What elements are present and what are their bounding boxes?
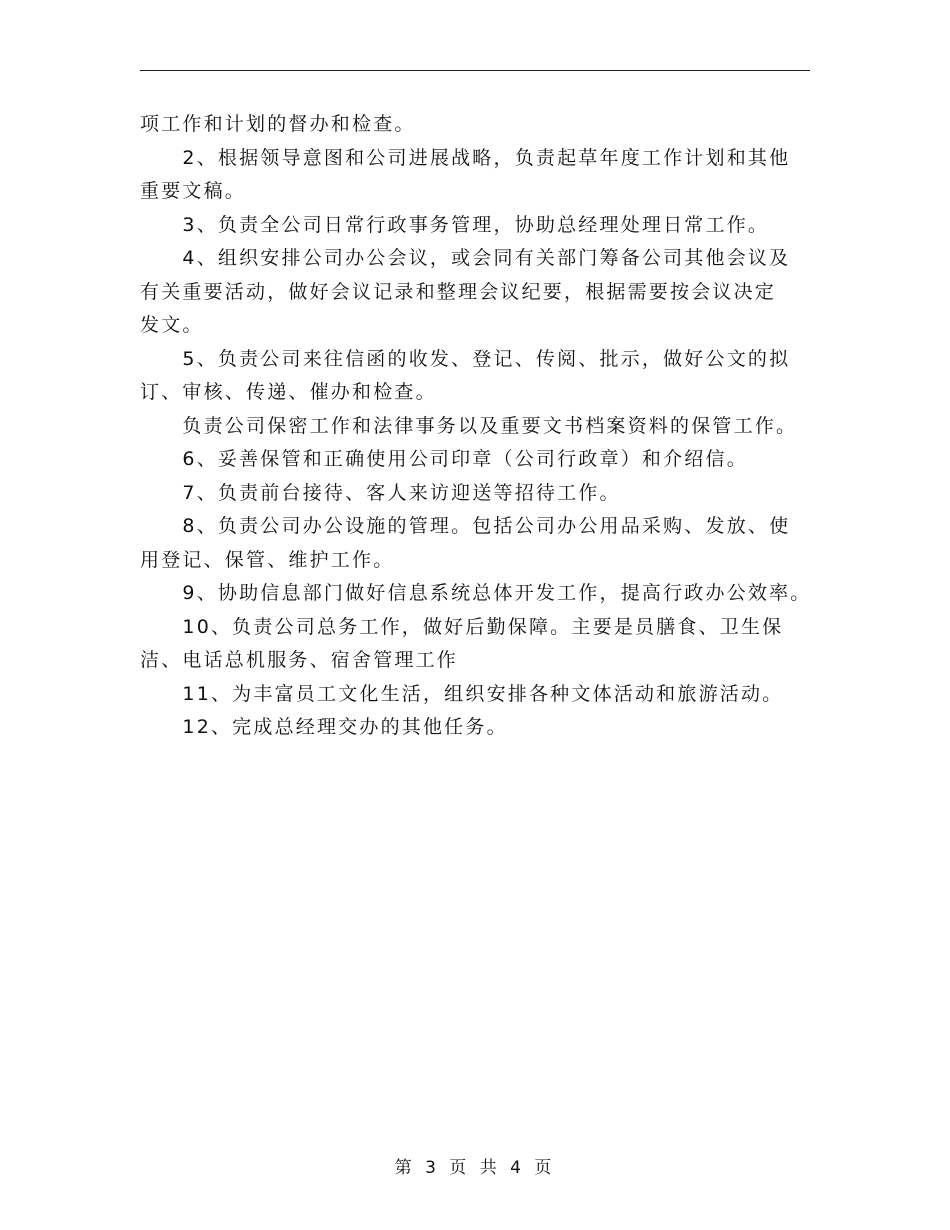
paragraph: 8、负责公司办公设施的管理。包括公司办公用品采购、发放、使 用登记、保管、维护工作。 (140, 515, 791, 571)
paragraph: 11、为丰富员工文化生活，组织安排各种文体活动和旅游活动。 (140, 682, 784, 705)
paragraph: 2、根据领导意图和公司进展战略，负责起草年度工作计划和其他 重要文稿。 (140, 146, 791, 202)
paragraph: 4、组织安排公司办公会议，或会同有关部门筹备公司其他会议及 有关重要活动，做好会议记录和整理会议纪要，根据需要按会议决定 发文。 (140, 247, 791, 336)
paragraph: 3、负责全公司日常行政事务管理，协助总经理处理日常工作。 (140, 213, 770, 236)
paragraph: 10、负责公司总务工作，做好后勤保障。主要是员膳食、卫生保 洁、电话总机服务、宿舍管理工作 (140, 615, 784, 671)
page-number-footer: 第 3 页 共 4 页 (394, 1158, 556, 1178)
paragraph: 5、负责公司来往信函的收发、登记、传阅、批示，做好公文的拟 订、审核、传递、催办和检查。 (140, 347, 791, 403)
paragraph: 负责公司保密工作和法律事务以及重要文书档案资料的保管工作。 (140, 414, 798, 437)
document-body (140, 108, 830, 745)
paragraph: 9、协助信息部门做好信息系统总体开发工作，提高行政办公效率。 (140, 582, 812, 604)
paragraph: 12、完成总经理交办的其他任务。 (140, 716, 508, 738)
paragraph: 7、负责前台接待、客人来访迎送等招待工作。 (140, 481, 621, 504)
paragraph: 项工作和计划的督办和检查。 (140, 113, 416, 135)
paragraph: 6、妥善保管和正确使用公司印章（公司行政章）和介绍信。 (140, 448, 748, 470)
header-rule (140, 70, 810, 71)
